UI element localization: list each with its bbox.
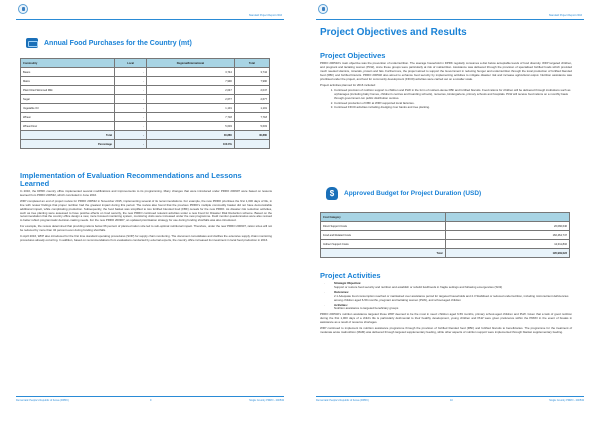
footer-country: Democratic People's Republic of Korea (DPRK): [16, 399, 69, 402]
table-row: Beans - 3,744 3,744: [21, 68, 270, 77]
col-total: Total: [234, 59, 269, 68]
paragraph: For example, the review determined that providing rations below 66 percent of planned ration size led to sub-optimal nutritional impact. Therefore, under the new PRRO 200907, ration sizes will not be reduced by more than 34 percent even during funding shortfalls.: [20, 224, 272, 233]
list-item: 1. Continued provision of nutrition support to children and PLW in the form of nutrient-dense FBF and fortified biscuits. Food rations for children will be delivered through institutions such as orphanages (including baby homes, children's centres and boarding schools), nurseries, kindergartens, primary schools and hospitals. PLW will receive food rations on a monthly basis through government-run public distribution centres.: [334, 89, 572, 101]
page-footer: [316, 396, 584, 404]
table-row: Plain Dried Skimmed Milk - 2,047 2,047: [21, 86, 270, 95]
paragraph: WFP continued to implement its nutrition assistance programme through the provision of fortified blended food (FBF) and fortified biscuits to beneficiaries. The programme for the treatment of moderate acute malnutrition (MAM) was delivered through targeted supplementary feeding, while other aspects of nutrition support were implemented through blanket supplementary feeding.: [320, 326, 572, 334]
table-row: Wheat Flour - 5,603 5,603: [21, 122, 270, 131]
paragraph: In 2016, the DPRK country office implemented several modifications and improvements to its programming. Many changes that were introduced under PRRO 200907 were based on lessons learned from PRRO 200532, which concluded in June 2016.: [20, 189, 272, 197]
percentage-row: Percentage - 100.0%: [21, 140, 270, 149]
page-number: 9: [150, 399, 152, 402]
planned-activities-list: [320, 89, 572, 110]
footer-project: Single Country PRRO - 200532: [249, 399, 284, 402]
header-report-title: Standard Project Report 2016: [248, 14, 282, 17]
list-item: · Strategic Objective: Support or restore food security and nutrition and establish or rebuild livelihoods in fragile settings and following emergencies (SO2): [334, 282, 572, 290]
paragraph: WFP completed an end of project review for PRRO 200532 in November 2015, implementing several of its recommendations. For example, the new PRRO prioritises the first 1,000 days of life, in line with review findings that proper nutrition had the greatest impact during this period. The review also found that the previous PRRO's multiple commodity basket did not have demonstrable additional impact, while complicating production. Subsequently, the food basket was simplified to two fortified blended food (FBF) cereals for the new PRRO. As disaster risk reduction activities, such as tree planting were assessed to have positive effects on food security, the new PRRO continued relevant activities under a new Food for Disaster Risk Reduction scheme. Based on the recommendation that the country office design a new, more focused monitoring system, monitoring visits were increased under the new programme. Field monitor questionnaires were also revised to better reflect programmatic decision-making needs. For the new PRRO 200907, an updated prioritisation strategy for use during funding shortfalls was also introduced.: [20, 198, 272, 223]
food-purchases-heading: Annual Food Purchases for the Country (mt): [26, 38, 192, 48]
page-number: 10: [450, 399, 453, 402]
table-row: Vegetable Oil - 1,101 1,101: [21, 104, 270, 113]
table-row: Direct Support Costs 20,082,646: [321, 222, 570, 231]
header-report-title: Standard Project Report 2016: [548, 14, 582, 17]
table-row: Sugar - 2,677 2,677: [21, 95, 270, 104]
right-page: [300, 0, 600, 424]
col-amount: [445, 213, 570, 222]
budget-heading: $ Approved Budget for Project Duration (USD): [326, 187, 481, 200]
table-row: Indirect Support Costs 12,011,832: [321, 240, 570, 249]
col-cost-category: Cost Category: [321, 213, 446, 222]
page-header: [16, 4, 284, 20]
activities-list: [320, 282, 572, 311]
wfp-logo-icon: [318, 4, 328, 14]
objectives-heading: Project Objectives: [320, 51, 386, 60]
table-row: Wheat - 7,718 7,718: [21, 113, 270, 122]
col-commodity: Commodity: [21, 59, 115, 68]
list-item: 2. Continued production of FBF at WFP-supported local factories.: [334, 102, 572, 106]
wfp-logo-icon: [18, 4, 28, 14]
planned-intro: Project activities planned for 2016 included:: [320, 82, 376, 87]
paragraph: PRRO 200532's main objective was the prevention of undernutrition. The average household in DPRK regularly consumes a diet below acceptable levels of food diversity. WFP targeted children, and pregnant and lactating women (PLW), since these groups were particularly at risk of malnutrition. Assistance was delivered through the provision of specialised fortified foods which provided much needed vitamins, minerals, protein and fats. Furthermore, the project aimed to support the Government in reducing hunger and undernutrition through the local production of fortified blended food (FBF) and fortified biscuits. PRRO 200532 also aimed to enhance food security by implementing activities to mitigate disaster risk and increase agricultural output. Nutrition assistance was prioritised under the project, and food for community development (FFCD) activities were carried out on a smaller scale.: [320, 61, 572, 81]
list-item: · Outcomes: 2.1 Adequate food consumption reached or maintained over assistance period for targeted households and 2.3 Stabilised or reduced undernutrition, including micronutrient deficiencies among children aged 6-59 months, pregnant and lactating women (PLW), and school-aged children: [334, 291, 572, 303]
page-header: [316, 4, 584, 20]
footer-project: Single Country PRRO - 200532: [549, 399, 584, 402]
activities-section: [320, 272, 572, 337]
evaluation-heading: Implementation of Evaluation Recommendations and Lessons Learned: [20, 171, 242, 188]
footer-country: Democratic People's Republic of Korea (DPRK): [316, 399, 369, 402]
col-regional: Regional/International: [147, 59, 235, 68]
paragraph: In April 2016, WFP also introduced for the first time standard operating procedures (SOP) for supply chain monitoring. The document consolidates and clarifies the extensive supply chain monitoring procedures already occurring. In addition, based on recommendations from evaluations conducted by external experts, the country office increased its investment in local food production in 2016.: [20, 234, 272, 242]
list-item: 3. Continued FFCD activities including dredging river banks and tree planting.: [334, 106, 572, 110]
col-local: Local: [115, 59, 147, 68]
table-row: Food and Related Costs 160,464,747: [321, 231, 570, 240]
list-item: · Activities: Nutrition assistance to targeted beneficiary groups: [334, 304, 572, 312]
food-purchases-table: [20, 58, 270, 149]
paragraph: PRRO 200532's nutrition assistance targeted those WFP deemed to be the most in need: children aged 6-59 months, primary school-aged children and PLW. Given that a lack of good nutrition during the first 1,000 days of a child's life is particularly detrimental to their healthy development, young children and PLW were given preference within the PRRO in the event of breaks in assistance as a result of resource shortages.: [320, 312, 572, 325]
page-title: Project Objectives and Results: [320, 27, 467, 38]
page-footer: [16, 396, 284, 404]
purchase-icon: [26, 38, 38, 48]
evaluation-section: [20, 172, 272, 245]
table-row: Maize - 7,990 7,990: [21, 77, 270, 86]
objectives-section: [320, 52, 572, 110]
activities-heading: Project Activities: [320, 271, 381, 280]
total-row: Total - 30,880 30,880: [21, 131, 270, 140]
money-bag-icon: $: [326, 187, 338, 200]
budget-table: [320, 212, 570, 258]
total-row: Total 195,939,023: [321, 249, 570, 258]
